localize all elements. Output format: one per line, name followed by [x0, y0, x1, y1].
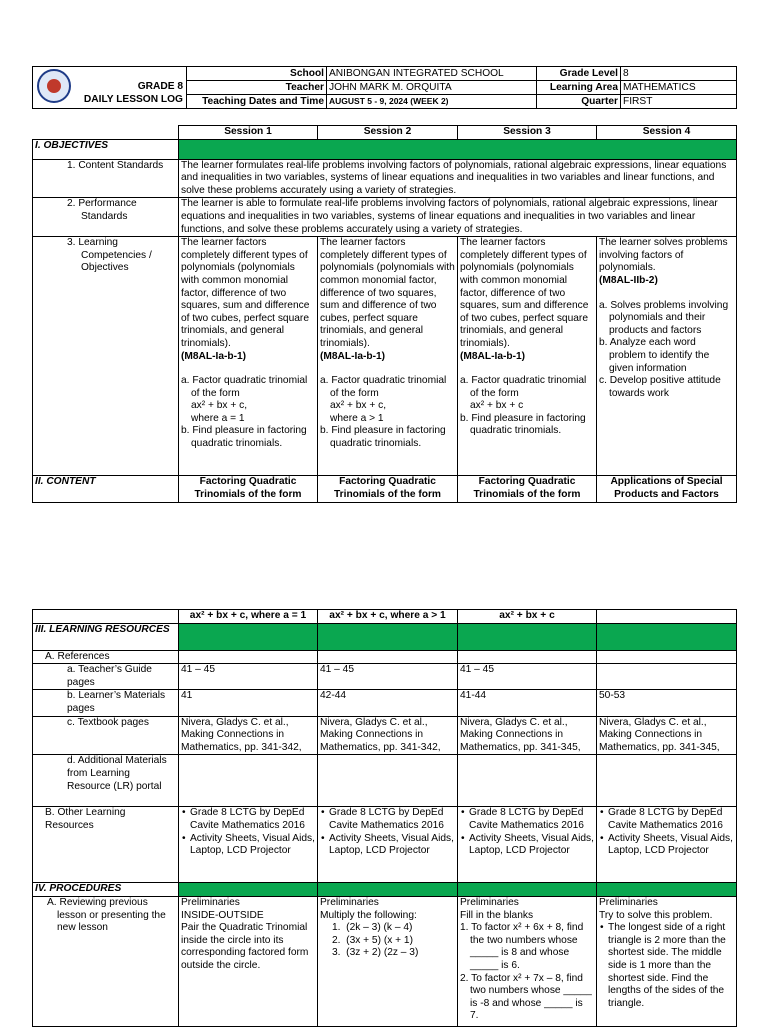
- teachers-guide-pages: 41 – 45: [458, 664, 597, 690]
- list-item: • Activity Sheets, Visual Aids, Laptop, LCD Projector: [469, 833, 594, 858]
- other-resources-label: B. Other Learning Resources: [33, 807, 179, 883]
- competencies-label: 3. Learning Competencies / Objectives: [33, 237, 179, 476]
- other-resources-2: [318, 807, 458, 883]
- competency-session-1: The learner factors completely different types of polynomials (polynomials with common monomial factor, difference of two squares, sum and difference of two cubes, perfect square trinomials, and general trinomials). (M8AL-Ia-b-1) a. Factor quadratic trinomial of the form ax² + bx + c, where a = 1 b. Find pleasure in factoring quadratic trinomials.: [179, 237, 318, 476]
- list-item: • Activity Sheets, Visual Aids, Laptop, LCD Projector: [608, 833, 734, 858]
- references-label: A. References: [33, 650, 179, 664]
- procedure-a-session-4: Preliminaries Try to solve this problem. • The longest side of a right triangle is 2 more than the shortest side. The middle side is 1 more than the shortest side. Find the lengths of the sides of the triangle.: [597, 896, 737, 1026]
- textbook-pages: Nivera, Gladys C. et al., Making Connections in Mathematics, pp. 341-345,: [458, 716, 597, 755]
- teacher-label: Teacher: [187, 81, 327, 95]
- session-header: Session 3: [458, 126, 597, 140]
- green-bar: [179, 139, 737, 159]
- session-header: Session 1: [179, 126, 318, 140]
- procedure-a-session-3: Preliminaries Fill in the blanks 1. To factor x² + 6x + 8, find the two numbers whose _____ is 8 and whose _____ is 6. 2. To factor x² + 7x – 8, find two numbers whose _____ is -8 and whose _____ is 7.: [458, 896, 597, 1026]
- list-item: • Activity Sheets, Visual Aids, Laptop, LCD Projector: [329, 833, 455, 858]
- session-header: Session 4: [597, 126, 737, 140]
- dates-label: Teaching Dates and Time: [187, 95, 327, 109]
- grade-level-label: Grade Level: [537, 67, 621, 81]
- deped-seal-icon: [37, 69, 71, 103]
- quarter-value: FIRST: [621, 95, 737, 109]
- procedures-heading: IV. PROCEDURES: [33, 883, 179, 897]
- session-header: Session 2: [318, 126, 458, 140]
- other-resources-3: [458, 807, 597, 883]
- content-session-3: Factoring Quadratic Trinomials of the form: [458, 476, 597, 503]
- competency-session-2: The learner factors completely different types of polynomials (polynomials with common monomial factor, difference of two squares, sum and difference of two cubes, perfect square trinomials, and general trinomials). (M8AL-Ia-b-1) a. Factor quadratic trinomial of the form ax² + bx + c, where a > 1 b. Find pleasure in factoring quadratic trinomials.: [318, 237, 458, 476]
- teachers-guide-pages: 41 – 45: [179, 664, 318, 690]
- teachers-guide-label: a. Teacher’s Guide pages: [33, 664, 179, 690]
- procedure-a-label: A. Reviewing previous lesson or presenting the new lesson: [33, 896, 179, 1026]
- dates-value: AUGUST 5 - 9, 2024 (WEEK 2): [327, 95, 537, 109]
- procedure-a-session-1: Preliminaries INSIDE-OUTSIDE Pair the Quadratic Trinomial inside the circle into its corresponding factored form outside the circle.: [179, 896, 318, 1026]
- content-continued-3: ax² + bx + c: [458, 610, 597, 624]
- content-standards-label: 1. Content Standards: [33, 159, 179, 198]
- content-session-4: Applications of Special Products and Factors: [597, 476, 737, 503]
- learners-materials-pages: 41-44: [458, 690, 597, 716]
- lesson-table-page2: [32, 609, 737, 1027]
- grade-title: GRADE 8: [137, 81, 183, 92]
- textbook-label: c. Textbook pages: [33, 716, 179, 755]
- content-session-2: Factoring Quadratic Trinomials of the form: [318, 476, 458, 503]
- grade-level-value: 8: [621, 67, 737, 81]
- performance-standards-text: The learner is able to formulate real-life problems involving factors of polynomials, rational algebraic expressions, linear equations and inequalities in two variables, systems of linear equations and inequalities in two variables and linear functions, and solve these problems accurately using a variety of strategies.: [179, 198, 737, 237]
- learning-area-label: Learning Area: [537, 81, 621, 95]
- content-heading: II. CONTENT: [33, 476, 179, 503]
- quarter-label: Quarter: [537, 95, 621, 109]
- learning-area-value: MATHEMATICS: [621, 81, 737, 95]
- list-item: • Grade 8 LCTG by DepEd Cavite Mathematics 2016: [469, 807, 594, 832]
- list-item: • The longest side of a right triangle is 2 more than the shortest side. The middle side is 1 more than the shortest side. Find the lengths of the sides of the triangle.: [608, 922, 734, 1010]
- list-item: 1. (2k – 3) (k – 4): [332, 922, 413, 934]
- additional-materials-label: d. Additional Materials from Learning Resource (LR) portal: [33, 755, 179, 807]
- school-label: School: [187, 67, 327, 81]
- list-item: 1. To factor x² + 6x + 8, find the two numbers whose _____ is 8 and whose _____ is 6.: [460, 922, 584, 971]
- school-value: ANIBONGAN INTEGRATED SCHOOL: [327, 67, 537, 81]
- teacher-value: JOHN MARK M. ORQUITA: [327, 81, 537, 95]
- list-item: • Grade 8 LCTG by DepEd Cavite Mathematics 2016: [190, 807, 315, 832]
- teachers-guide-pages: 41 – 45: [318, 664, 458, 690]
- learners-materials-label: b. Learner’s Materials pages: [33, 690, 179, 716]
- textbook-pages: Nivera, Gladys C. et al., Making Connections in Mathematics, pp. 341-342,: [318, 716, 458, 755]
- competency-session-4: The learner solves problems involving factors of polynomials. (M8AL-IIb-2) a. Solves problems involving polynomials and their products and factors b. Analyze each word problem to identify the given information c. Develop positive attitude towards work: [597, 237, 737, 476]
- lesson-table-page1: [32, 125, 737, 503]
- learners-materials-pages: 50-53: [597, 690, 737, 716]
- content-continued-1: ax² + bx + c, where a = 1: [179, 610, 318, 624]
- content-standards-text: The learner formulates real-life problems involving factors of polynomials, rational algebraic expressions, linear equations and inequalities in two variables, systems of linear equations and inequalities in two variables and linear functions, and solve these problems accurately using a variety of strategies.: [179, 159, 737, 198]
- content-continued-2: ax² + bx + c, where a > 1: [318, 610, 458, 624]
- objectives-heading: I. OBJECTIVES: [33, 139, 179, 159]
- list-item: 2. (3x + 5) (x + 1): [332, 934, 413, 946]
- procedure-a-session-2: Preliminaries Multiply the following: 1. (2k – 3) (k – 4) 2. (3x + 5) (x + 1) 3. (3z + 2) (2z – 3): [318, 896, 458, 1026]
- textbook-pages: Nivera, Gladys C. et al., Making Connections in Mathematics, pp. 341-342,: [179, 716, 318, 755]
- list-item: 3. (3z + 2) (2z – 3): [332, 947, 419, 959]
- teachers-guide-pages: [597, 664, 737, 690]
- content-session-1: Factoring Quadratic Trinomials of the form: [179, 476, 318, 503]
- learners-materials-pages: 41: [179, 690, 318, 716]
- log-title: DAILY LESSON LOG: [83, 94, 183, 105]
- performance-standards-label: 2. Performance Standards: [33, 198, 179, 237]
- list-item: 2. To factor x² + 7x – 8, find two numbers whose _____ is -8 and whose _____ is 7.: [460, 972, 592, 1022]
- list-item: • Activity Sheets, Visual Aids, Laptop, LCD Projector: [190, 833, 315, 858]
- competency-session-3: The learner factors completely different types of polynomials (polynomials with common monomial factor, difference of two squares, sum and difference of two cubes, perfect square trinomials, and general trinomials). (M8AL-Ia-b-1) a. Factor quadratic trinomial of the form ax² + bx + c b. Find pleasure in factoring quadratic trinomials.: [458, 237, 597, 476]
- textbook-pages: Nivera, Gladys C. et al., Making Connections in Mathematics, pp. 341-345,: [597, 716, 737, 755]
- header-table: [32, 66, 737, 109]
- list-item: • Grade 8 LCTG by DepEd Cavite Mathematics 2016: [608, 807, 734, 832]
- list-item: • Grade 8 LCTG by DepEd Cavite Mathematics 2016: [329, 807, 455, 832]
- other-resources-1: [179, 807, 318, 883]
- other-resources-4: [597, 807, 737, 883]
- learners-materials-pages: 42-44: [318, 690, 458, 716]
- resources-heading: III. LEARNING RESOURCES: [33, 623, 179, 650]
- header-title-cell: [33, 67, 187, 109]
